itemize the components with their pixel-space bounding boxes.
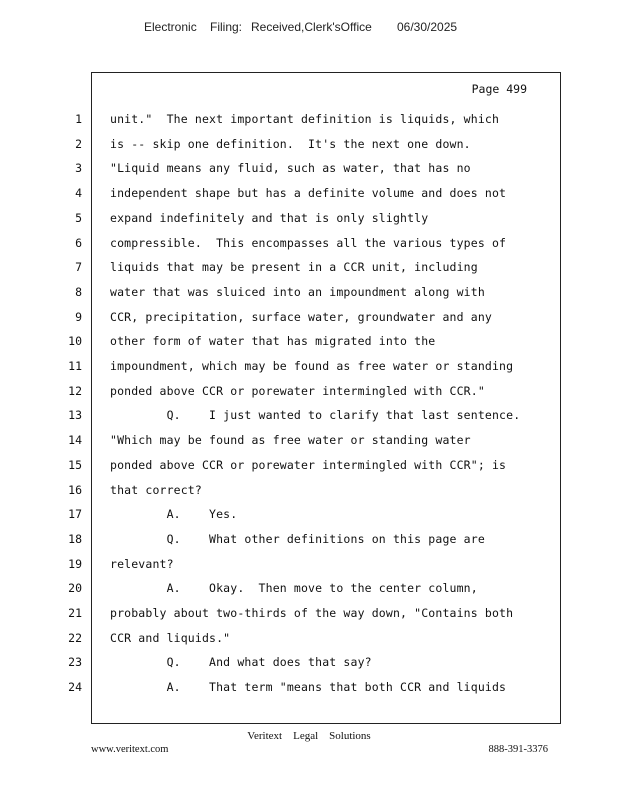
footer-website: www.veritext.com [91,744,169,755]
line-number: 24 [68,680,82,695]
line-number: 9 [75,309,82,324]
line-number: 12 [68,383,82,398]
line-number: 11 [68,359,82,373]
page-number: Page 499 [471,82,527,96]
line-text: impoundment, which may be found as free water or standing [110,359,514,373]
header-date: 06/30/2025 [397,20,458,34]
line-number: 13 [68,408,82,423]
line-number: 23 [68,655,82,670]
line-text: A. Okay. Then move to the center column, [110,581,478,596]
line-text: that correct? [110,482,202,497]
line-text: probably about two-thirds of the way down, "Contains both [110,606,514,620]
line-text: is -- skip one definition. It's the next one down. [110,136,471,151]
line-text: A. Yes. [110,507,238,522]
line-text: "Which may be found as free water or standing water [110,433,471,448]
line-number: 7 [75,260,82,275]
line-number: 16 [68,482,82,497]
line-text: A. That term "means that both CCR and liquids [110,680,507,695]
line-text: Q. I just wanted to clarify that last sentence. [110,408,521,423]
line-number: 20 [68,581,82,596]
line-text: CCR, precipitation, surface water, groundwater and any [110,309,492,324]
line-text: independent shape but has a definite volume and does not [110,186,507,201]
line-text: Q. What other definitions on this page are [110,531,485,546]
line-number: 15 [68,457,82,472]
line-number: 4 [75,186,82,201]
line-number: 10 [68,334,82,349]
line-number: 17 [68,507,82,522]
line-text: other form of water that has migrated into the [110,334,436,349]
line-number: 2 [75,136,82,151]
line-number: 6 [75,235,82,250]
line-text: CCR and liquids." [110,630,231,645]
line-text: "Liquid means any fluid, such as water, that has no [110,161,471,176]
line-text: compressible. This encompasses all the various types of [110,235,507,250]
line-text: water that was sluiced into an impoundment along with [110,284,485,299]
line-number: 8 [75,284,82,299]
line-text: ponded above CCR or porewater intermingled with CCR"; is [110,457,507,472]
line-text: unit." The next important definition is liquids, which [110,112,500,126]
footer-company: Veritext Legal Solutions [247,730,371,742]
header-received: Received,Clerk'sOffice [251,20,372,34]
line-text: Q. And what does that say? [110,655,372,670]
line-number: 14 [68,433,82,448]
header-filing: Filing: [210,20,243,34]
footer-phone: 888-391-3376 [488,744,548,755]
line-text: relevant? [110,556,174,571]
line-number: 1 [75,112,82,126]
line-number: 19 [68,556,82,571]
line-text: ponded above CCR or porewater intermingled with CCR." [110,383,485,398]
line-number: 3 [75,161,82,176]
line-number: 18 [68,531,82,546]
header-electronic: Electronic [144,20,197,34]
line-text: expand indefinitely and that is only slightly [110,210,429,225]
line-number: 5 [75,210,82,225]
line-number: 22 [68,630,82,645]
filing-header [0,20,618,38]
line-text: liquids that may be present in a CCR unit, including [110,260,478,275]
line-number: 21 [68,606,82,620]
